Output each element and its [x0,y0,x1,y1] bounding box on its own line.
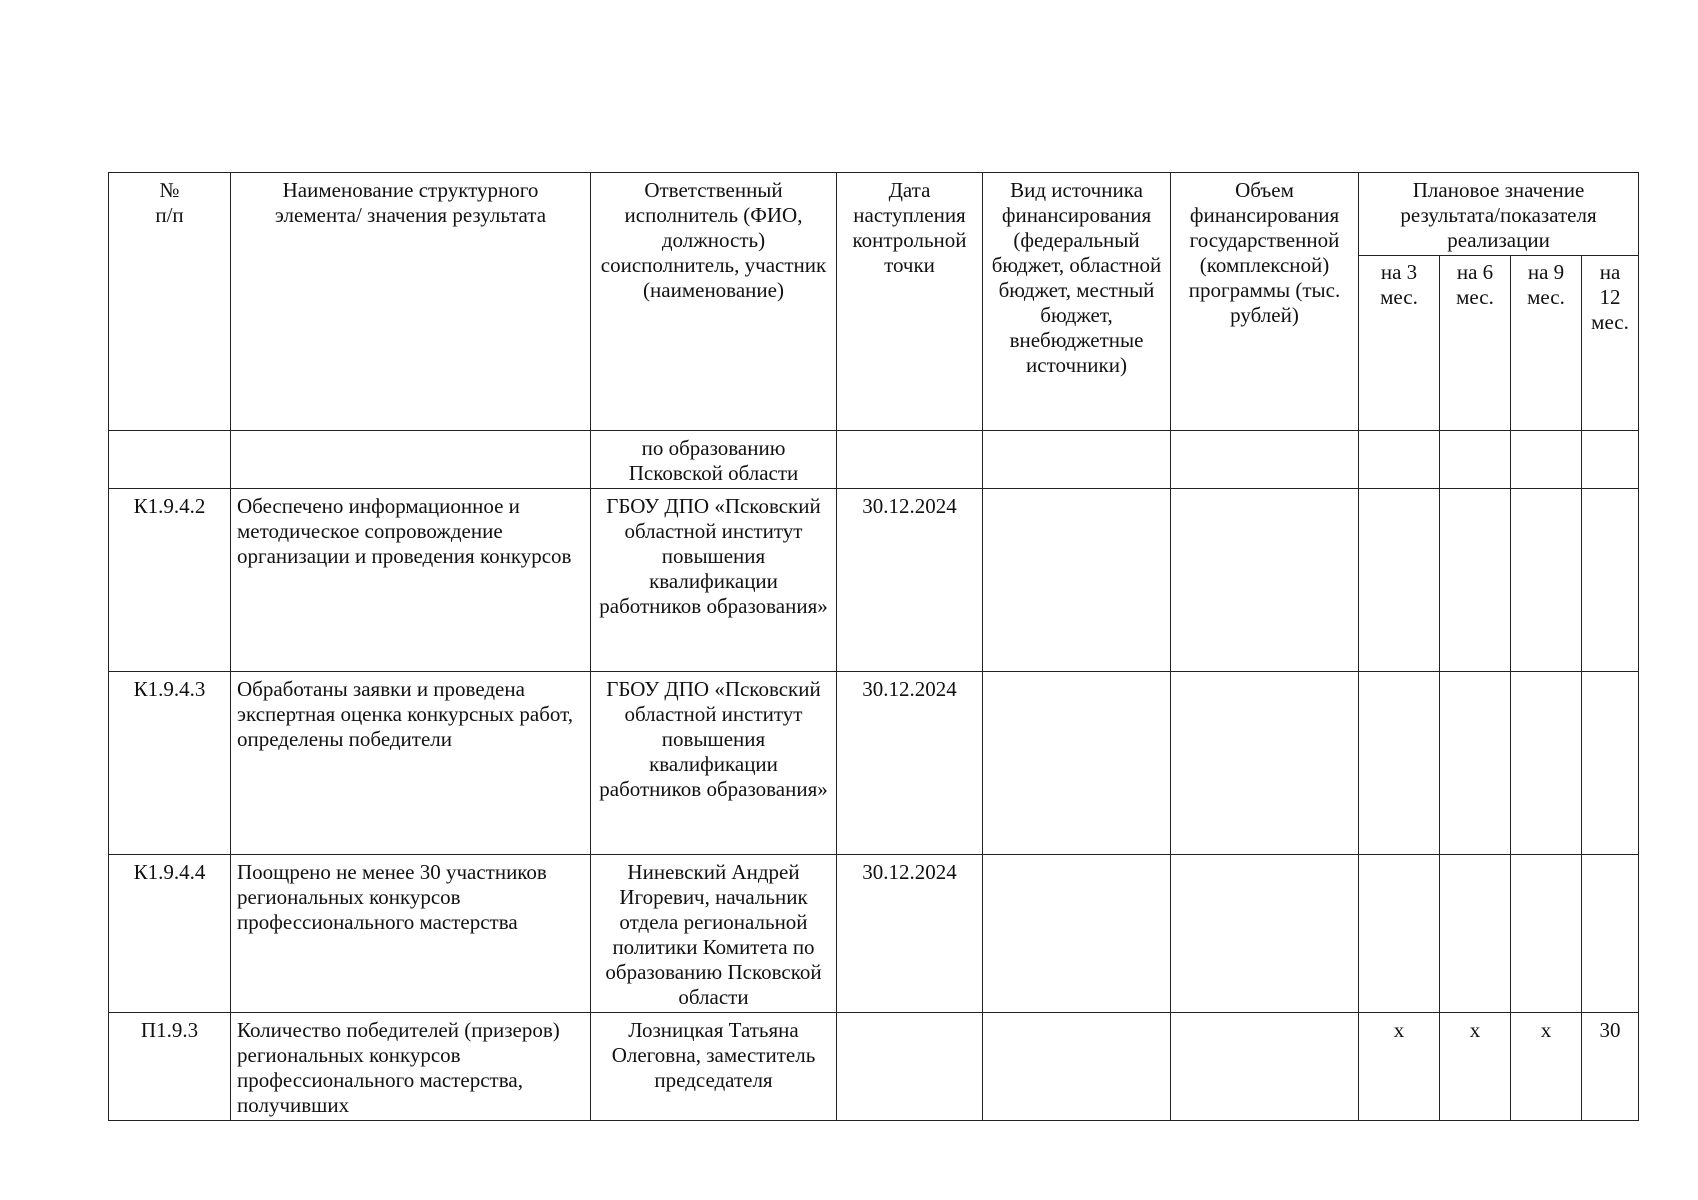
cell-date: 30.12.2024 [837,855,983,1013]
header-num-sign: № [159,178,180,202]
results-table [108,172,1639,1121]
cell-num: К1.9.4.4 [109,855,231,1013]
cell-num: П1.9.3 [109,1013,231,1121]
cell-m9: х [1511,1013,1582,1121]
cell-date [837,1013,983,1121]
cell-m9 [1511,431,1582,489]
cell-source [983,489,1171,672]
cell-num: К1.9.4.2 [109,489,231,672]
cell-name: Обеспечено информационное и методическое сопровождение организации и проведения конкурсов [231,489,591,672]
cell-m3 [1359,431,1440,489]
cell-name: Обработаны заявки и проведена экспертная оценка конкурсных работ, определены победители [231,672,591,855]
header-m12: на 12 мес. [1582,256,1639,431]
cell-date [837,431,983,489]
cell-name [231,431,591,489]
cell-volume [1171,672,1359,855]
cell-num [109,431,231,489]
cell-m3 [1359,489,1440,672]
cell-responsible: ГБОУ ДПО «Псковский областной институт повышения квалификации работников образования» [591,489,837,672]
header-plan: Плановое значение результата/показателя реализации [1359,173,1639,256]
cell-num: К1.9.4.3 [109,672,231,855]
header-m6: на 6 мес. [1440,256,1511,431]
cell-m9 [1511,672,1582,855]
cell-name: Поощрено не менее 30 участников региональных конкурсов профессионального мастерства [231,855,591,1013]
header-m3: на 3 мес. [1359,256,1440,431]
cell-responsible: ГБОУ ДПО «Псковский областной институт повышения квалификации работников образования» [591,672,837,855]
cell-date: 30.12.2024 [837,489,983,672]
cell-m3 [1359,672,1440,855]
cell-m12 [1582,672,1639,855]
table-row [109,855,1639,1013]
cell-volume [1171,855,1359,1013]
cell-volume [1171,1013,1359,1121]
cell-responsible: по образованию Псковской области [591,431,837,489]
cell-m12 [1582,489,1639,672]
cell-volume [1171,489,1359,672]
table-row [109,431,1639,489]
cell-m9 [1511,489,1582,672]
header-volume: Объем финансирования государственной (комплексной) программы (тыс. рублей) [1171,173,1359,431]
cell-m6: х [1440,1013,1511,1121]
cell-source [983,672,1171,855]
header-responsible: Ответственный исполнитель (ФИО, должность) соисполнитель, участник (наименование) [591,173,837,431]
cell-m12 [1582,855,1639,1013]
cell-source [983,1013,1171,1121]
header-name: Наименование структурного элемента/ значения результата [231,173,591,431]
header-row [109,173,1639,256]
header-num [109,173,231,431]
header-date: Дата наступления контрольной точки [837,173,983,431]
cell-source [983,855,1171,1013]
header-m9: на 9 мес. [1511,256,1582,431]
cell-m9 [1511,855,1582,1013]
cell-m6 [1440,431,1511,489]
header-num-label: п/п [155,203,184,227]
cell-volume [1171,431,1359,489]
cell-date: 30.12.2024 [837,672,983,855]
table-row [109,1013,1639,1121]
cell-source [983,431,1171,489]
cell-responsible: Ниневский Андрей Игоревич, начальник отдела региональной политики Комитета по образованию Псковской области [591,855,837,1013]
header-source: Вид источника финансирования (федеральный бюджет, областной бюджет, местный бюджет, внебюджетные источники) [983,173,1171,431]
cell-m3 [1359,855,1440,1013]
cell-m6 [1440,672,1511,855]
cell-m3: х [1359,1013,1440,1121]
cell-m12 [1582,431,1639,489]
table-row [109,489,1639,672]
cell-m6 [1440,855,1511,1013]
cell-responsible: Лозницкая Татьяна Олеговна, заместитель председателя [591,1013,837,1121]
cell-m6 [1440,489,1511,672]
cell-m12: 30 [1582,1013,1639,1121]
table-row [109,672,1639,855]
cell-name: Количество победителей (призеров) региональных конкурсов профессионального мастерства, получивших [231,1013,591,1121]
